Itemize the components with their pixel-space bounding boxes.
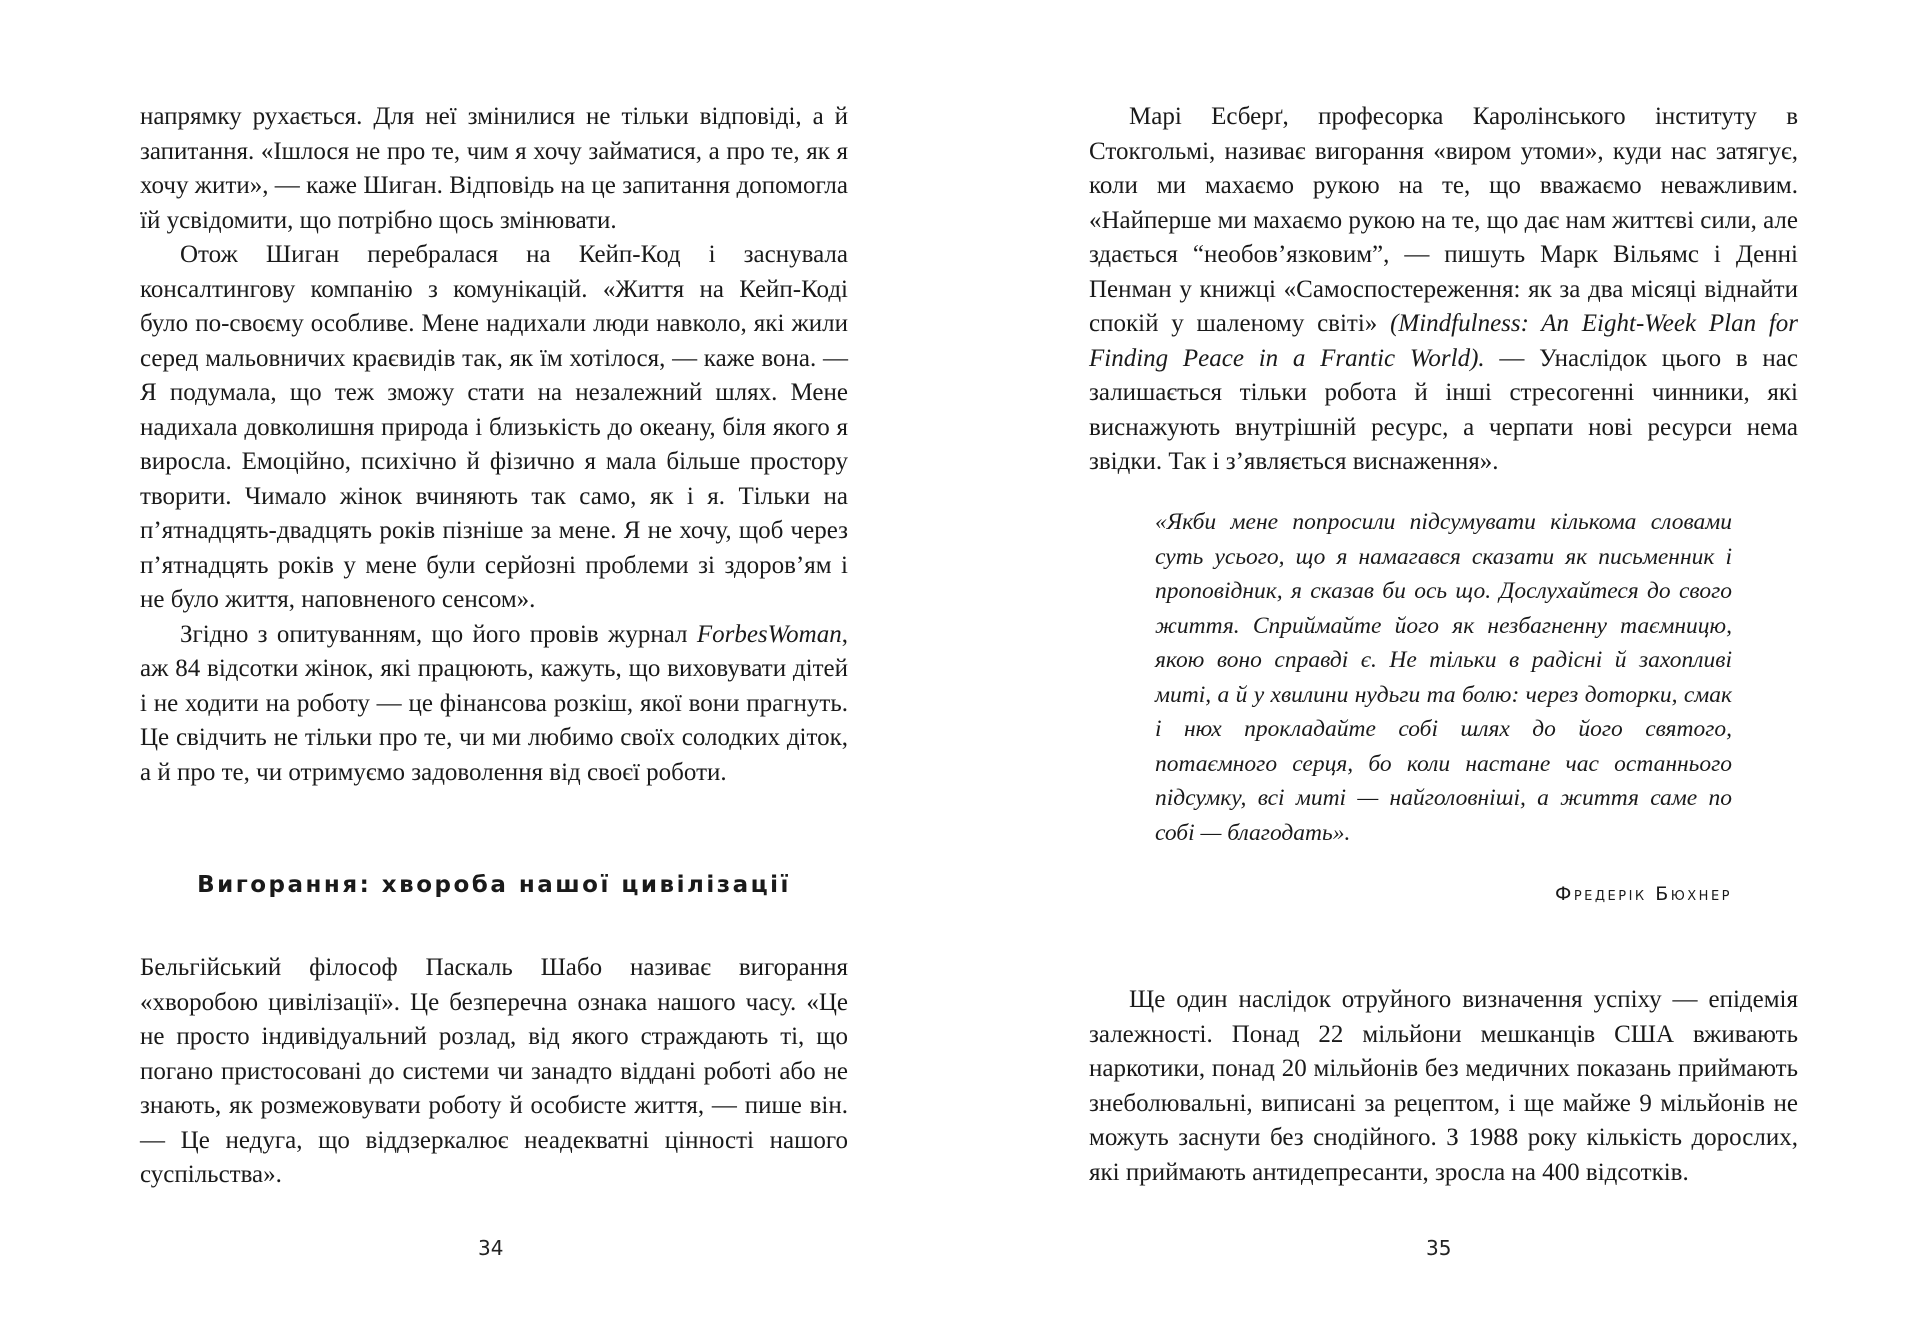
left-paragraph-4: Бельгійський філософ Паскаль Шабо називає вигорання «хворобою цивілізації». Це безперечна ознака нашого часу. «Це не просто індивідуальний розлад, від якого страждають ті, що погано пристосовані до системи чи занадто віддані роботі або не знають, як розмежовувати роботу й особисте життя, — пише він. — Це недуга, що віддзеркалює неадекватні цінності нашого суспільства». xyxy=(140,954,848,1188)
left-text-block-1 xyxy=(140,100,848,790)
page-number-right: 35 xyxy=(1426,1236,1452,1260)
left-paragraph-3-text-b: , аж 84 відсотки жінок, які працюють, кажуть, що виховувати дітей і не ходити на роботу — це фінансова розкіш, якої вони прагнуть. Це свідчить не тільки про те, чи ми любимо своїх солодких діток, а й про те, чи отримуємо задоволення від своєї роботи. xyxy=(140,620,848,786)
page-number-left: 34 xyxy=(478,1236,504,1260)
right-paragraph-1-text-b: — Унаслідок цього в нас залишається тільки робота й інші стресогенні чинники, які виснажують внутрішній ресурс, а черпати нові ресурси нема звідки. Так і з’являється виснаження». xyxy=(1089,344,1798,475)
right-paragraph-2: Ще один наслідок отруйного визначення успіху — епідемія залежності. Понад 22 мільйони мешканців США вживають наркотики, понад 20 мільйонів без медичних показань приймають знеболювальні, виписані за рецептом, і ще майже 9 мільйонів не можуть заснути без снодійного. З 1988 року кількість дорослих, які приймають антидепресанти, зросла на 400 відсотків. xyxy=(1089,986,1798,1186)
left-paragraph-1: напрямку рухається. Для неї змінилися не тільки відповіді, а й запитання. «Ішлося не про те, чим я хочу займатися, а про те, як я хочу жити», — каже Шиган. Відповідь на це запитання допомогла їй усвідомити, що потрібно щось змінювати. xyxy=(140,103,848,234)
right-text-block-1 xyxy=(1089,100,1798,480)
right-paragraph-1-text-a: Марі Есберґ, професорка Каролінського інституту в Стокгольмі, називає вигорання «виром утоми», куди нас затягує, коли ми махаємо рукою на те, що вважаємо неважливим. «Найперше ми махаємо рукою на те, що дає нам життєві сили, але здається “необов’язковим”, — пишуть Марк Вільямс і Денні Пенман у книжці «Самоспостереження: як за два місяці віднайти спокій у шаленому світі» xyxy=(1089,103,1798,337)
left-text-block-2 xyxy=(140,951,848,1193)
left-paragraph-3-magazine: ForbesWoman xyxy=(696,620,842,648)
left-paragraph-3-text-a: Згідно з опитуванням, що його провів журнал xyxy=(180,620,697,648)
left-paragraph-3 xyxy=(140,618,848,791)
epigraph-author: Фредерік Бюхнер xyxy=(1554,883,1732,905)
section-heading: Вигорання: хвороба нашої цивілізації xyxy=(197,872,791,898)
right-text-block-2 xyxy=(1089,983,1798,1190)
right-paragraph-1 xyxy=(1089,100,1798,480)
epigraph-quote: «Якби мене попросили підсумувати кількома словами суть усього, що я намагався сказати як письменник і проповідник, я сказав би ось що. Дослухайтеся до свого життя. Сприймайте його як незбагненну таємницю, якою воно справді є. Не тільки в радісні й захопливі миті, а й у хвилини нудьги та болю: через доторки, смак і нюх прокладайте собі шлях до його святого, потаємного серця, бо коли настане час останнього підсумку, всі миті — найголовніші, а життя саме по собі — благодать». xyxy=(1155,509,1732,846)
right-paragraph-1-book-title: (Mindfulness: An Eight-Week Plan for Finding Peace in a Frantic World). xyxy=(1089,310,1799,372)
left-paragraph-2: Отож Шиган перебралася на Кейп-Код і заснувала консалтингову компанію з комунікацій. «Життя на Кейп-Коді було по-своєму особливе. Мене надихали люди навколо, які жили серед мальовничих краєвидів так, як їм хотілося, — каже вона. — Я подумала, що теж зможу стати на незалежний шлях. Мене надихала довколишня природа і близькість до океану, біля якого я виросла. Емоційно, психічно й фізично я мала більше простору творити. Чимало жінок вчиняють так само, як і я. Тільки на п’ятнадцять-двадцять років пізніше за мене. Я не хочу, щоб через п’ятнадцять років у мене були серйозні проблеми зі здоров’ям і не було життя, наповненого сенсом». xyxy=(140,241,848,613)
